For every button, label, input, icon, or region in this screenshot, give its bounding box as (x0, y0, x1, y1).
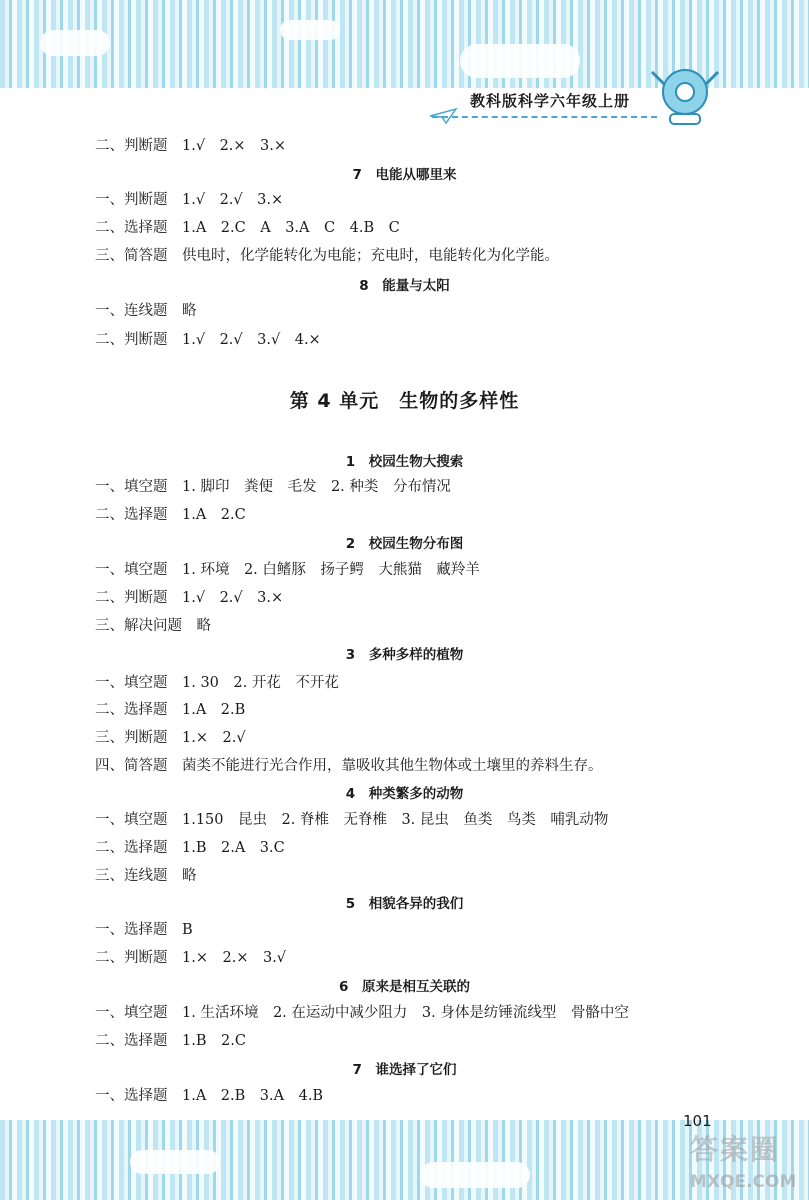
answer-line: 一、填空题 1. 脚印 粪便 毛发 2. 种类 分布情况 (95, 479, 451, 495)
answer-line: 二、选择题 1.A 2.C (95, 507, 246, 523)
section-heading: 3 多种多样的植物 (345, 647, 464, 663)
watermark-url: MXQE.COM (690, 1172, 797, 1192)
answer-line: 四、简答题 菌类不能进行光合作用，靠吸收其他生物体或土壤里的养料生存。 (95, 758, 603, 774)
book-title: 教科版科学六年级上册 (470, 92, 631, 110)
section-heading: 4 种类繁多的动物 (345, 786, 464, 802)
header-cloud (40, 30, 110, 56)
answer-line: 二、选择题 1.A 2.C A 3.A C 4.B C (95, 220, 400, 236)
section-heading: 2 校园生物分布图 (345, 536, 464, 552)
header-cloud (460, 44, 580, 78)
header-cloud (280, 20, 340, 40)
footer-cloud (130, 1150, 220, 1174)
footer-cloud (420, 1162, 530, 1188)
answer-line: 二、选择题 1.B 2.A 3.C (95, 840, 285, 856)
answer-line: 二、判断题 1.× 2.× 3.√ (95, 950, 287, 966)
answer-line: 一、填空题 1. 环境 2. 白鳍豚 扬子鳄 大熊猫 藏羚羊 (95, 562, 480, 578)
answer-line: 三、简答题 供电时，化学能转化为电能；充电时，电能转化为化学能。 (95, 248, 559, 264)
page-number: 101 (683, 1112, 712, 1130)
footer-stripe-band (0, 1120, 809, 1200)
header-dashed-line (432, 116, 657, 118)
answer-line: 一、连线题 略 (95, 303, 197, 319)
answer-line: 一、选择题 1.A 2.B 3.A 4.B (95, 1088, 324, 1104)
answer-line: 一、填空题 1. 30 2. 开花 不开花 (95, 675, 339, 691)
section-heading: 1 校园生物大搜索 (345, 454, 464, 470)
answer-line: 二、判断题 1.√ 2.√ 3.√ 4.× (95, 332, 321, 348)
watermark-logo (690, 1128, 796, 1192)
answer-line: 一、填空题 1. 生活环境 2. 在运动中减少阻力 3. 身体是纺锤流线型 骨骼中空 (95, 1005, 629, 1021)
answer-line: 二、选择题 1.B 2.C (95, 1033, 246, 1049)
answer-line: 二、选择题 1.A 2.B (95, 702, 246, 718)
mascot-icon (650, 62, 720, 136)
answer-line: 三、连线题 略 (95, 868, 197, 884)
section-heading: 6 原来是相互关联的 (339, 979, 470, 995)
section-heading: 5 相貌各异的我们 (345, 896, 464, 912)
answer-line: 一、选择题 B (95, 922, 193, 938)
answer-line: 二、判断题 1.√ 2.× 3.× (95, 138, 287, 154)
answer-line: 二、判断题 1.√ 2.√ 3.× (95, 590, 284, 606)
answer-line: 三、判断题 1.× 2.√ (95, 730, 246, 746)
watermark-text: 答案圈 (690, 1133, 781, 1166)
paper-plane-icon (428, 106, 458, 130)
section-heading: 7 电能从哪里来 (352, 167, 457, 183)
section-heading: 8 能量与太阳 (359, 278, 450, 294)
unit-heading: 第 4 单元 生物的多样性 (289, 390, 520, 412)
answer-line: 三、解决问题 略 (95, 618, 211, 634)
answer-line: 一、填空题 1.150 昆虫 2. 脊椎 无脊椎 3. 昆虫 鱼类 鸟类 哺乳动物 (95, 812, 609, 828)
answer-line: 一、判断题 1.√ 2.√ 3.× (95, 192, 284, 208)
section-heading: 7 谁选择了它们 (352, 1062, 457, 1078)
